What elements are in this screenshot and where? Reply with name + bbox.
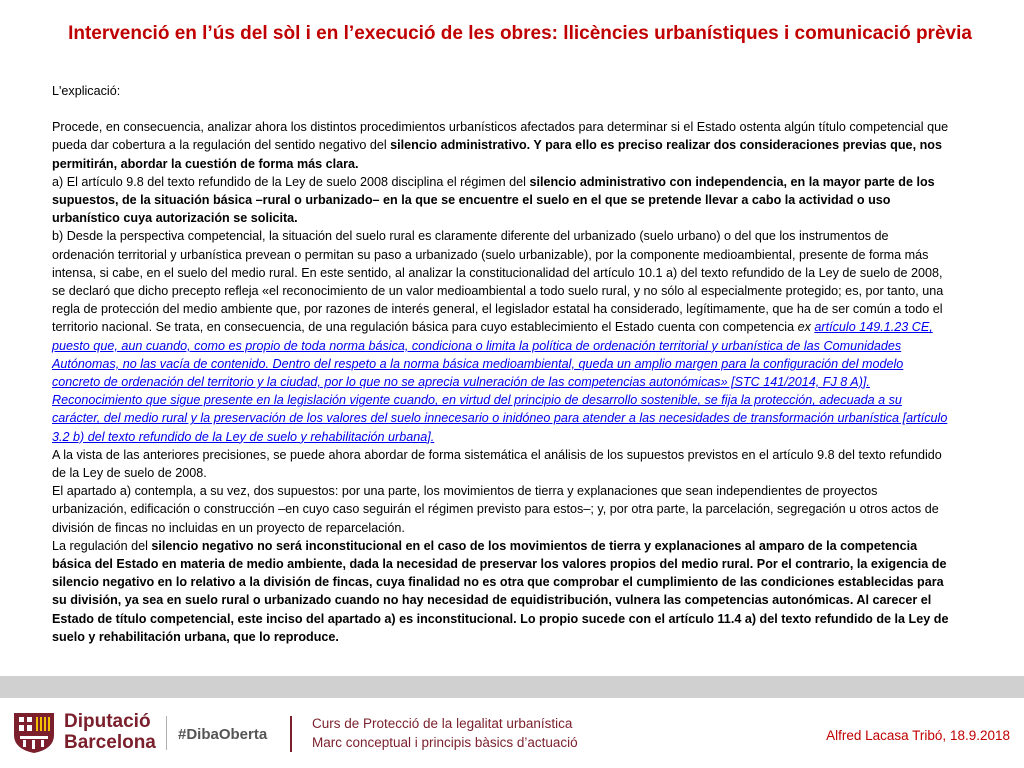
paragraph-b	[52, 227, 952, 445]
paragraph-a	[52, 173, 952, 228]
paragraph-c: A la vista de las anteriores precisiones, se puede ahora abordar de forma sistemática el análisis de los supuestos previstos en el artículo 9.8 del texto refundido de la Ley de suelo de 2008.	[52, 447, 942, 481]
diputacio-shield-icon	[10, 709, 58, 755]
author-date: Alfred Lacasa Tribó, 18.9.2018	[826, 728, 1010, 743]
e-bold: silencio negativo no será inconstitucional en el caso de los movimientos de tierra y explanaciones al amparo de la competencia básica del Estado en materia de medio ambiente, dada la necesidad de preservar los valores propios del medio rural. Por el contrario, la exigencia de silencio negativo en lo relativo a la división de fincas, cuya finalidad no es otra que comprobar el cumplimiento de las condiciones establecidas para su división, ya sea en suelo rural o urbanizado cuando no hay necesidad de equidistribución, vulnera las competencias autonómicas. Al carecer el Estado de título competencial, este inciso del apartado a) es inconstitucional. Lo propio sucede con el artículo 11.4 a) del texto refundido de la Ley de suelo y rehabilitación urbana, que lo reproduce.	[52, 538, 949, 644]
course-subtitle: Marc conceptual i principis bàsics d’actuació	[312, 735, 578, 750]
footer	[0, 698, 1024, 768]
b-text: b) Desde la perspectiva competencial, la situación del suelo rural es claramente diferente del urbanizado (suelo urbano) o del que los instrumentos de ordenación territorial y urbanística prevean o permitan su paso a urbanizado (suelo urbanizable), por la componente medioambiental, presente de forma más intensa, si cabe, en el suelo del medio rural. En este sentido, al analizar la constitucionalidad del artículo 10.1 a) del texto refundido de la Ley de suelo de 2008, se declaró que dicho precepto refleja «el reconocimiento de un valor medioambiental a todo suelo rural, y no sólo al especialmente protegido; es, por tanto, una regla de protección del medio ambiente que, por razones de interés general, el legislador estatal ha considerado, legítimamente, que ha de ser común a todo el territorio nacional. Se trata, en consecuencia, de una regulación básica para cuyo establecimiento el Estado cuenta con competencia	[52, 229, 944, 335]
intro-label: L'explicació:	[52, 84, 121, 98]
course-title: Curs de Protecció de la legalitat urbanística	[312, 716, 573, 731]
paragraph-e	[52, 537, 952, 646]
course-divider	[290, 716, 292, 752]
logo-line2: Barcelona	[64, 732, 156, 753]
slide-body	[52, 82, 952, 646]
diputacio-logo-text	[64, 711, 156, 753]
a-bold: silencio administrativo con independencia, en la mayor parte de los supuestos, de la situación básica –rural o urbanizado– en la que se encuentre el suelo en el que se pretende llevar a cabo la actividad o uso urbanístico cuya autorización se solicita.	[52, 174, 935, 226]
e-text: La regulación del	[52, 538, 152, 553]
a-text: a) El artículo 9.8 del texto refundido de la Ley de suelo 2008 disciplina el régimen del	[52, 174, 530, 189]
slide-title: Intervenció en l’ús del sòl i en l’execució de les obres: llicències urbanístiques i comunicació prèvia	[68, 23, 972, 44]
paragraph-gap	[52, 100, 952, 118]
paragraph-d: El apartado a) contempla, a su vez, dos supuestos: por una parte, los movimientos de tierra y explanaciones que sean independientes de proyectos urbanización, edificación o construcción –en cuyo caso seguirán el régimen previsto para estos–; y, por otra parte, la parcelación, segregación u otros actos de división de fincas no incluidas en un proyecto de reparcelación.	[52, 484, 939, 535]
intro-text: Procede, en consecuencia, analizar ahora los distintos procedimientos urbanísticos afectados para determinar si el Estado ostenta algún título competencial que pueda dar cobertura a la regulación del sentido negativo del	[52, 120, 949, 153]
intro-bold: silencio administrativo. Y para ello es preciso realizar dos consideraciones previas que, nos permitirán, abordar la cuestión de forma más clara.	[52, 138, 942, 171]
b-link[interactable]: artículo 149.1.23 CE, puesto que, aun cuando, como es propio de toda norma básica, condiciona o limita la política de ordenación territorial y urbanística de las Comunidades Autónomas, no las vacía de contenido. Dentro del respeto a la norma básica medioambiental, queda un amplio margen para la configuración del modelo concreto de ordenación del territorio y la ciudad, por lo que no se aprecia vulneración de las competencias autonómicas» [STC 141/2014, FJ 8 A)]. Reconocimiento que sigue presente en la legislación vigente cuando, en virtud del principio de desarrollo sostenible, se fija la protección, adecuada a su carácter, del medio rural y la preservación de los valores del suelo innecesario o inidóneo para atender a las necesidades de transformación urbanística [artículo 3.2 b) del texto refundido de la Ley de suelo y rehabilitación urbana].	[52, 320, 948, 444]
hashtag: #DibaOberta	[178, 726, 268, 743]
course-info	[312, 714, 578, 752]
logo-divider	[166, 716, 167, 750]
paragraph-intro	[52, 118, 952, 173]
logo-line1: Diputació	[64, 711, 151, 732]
b-ex: ex	[797, 320, 811, 335]
footer-band	[0, 676, 1024, 698]
